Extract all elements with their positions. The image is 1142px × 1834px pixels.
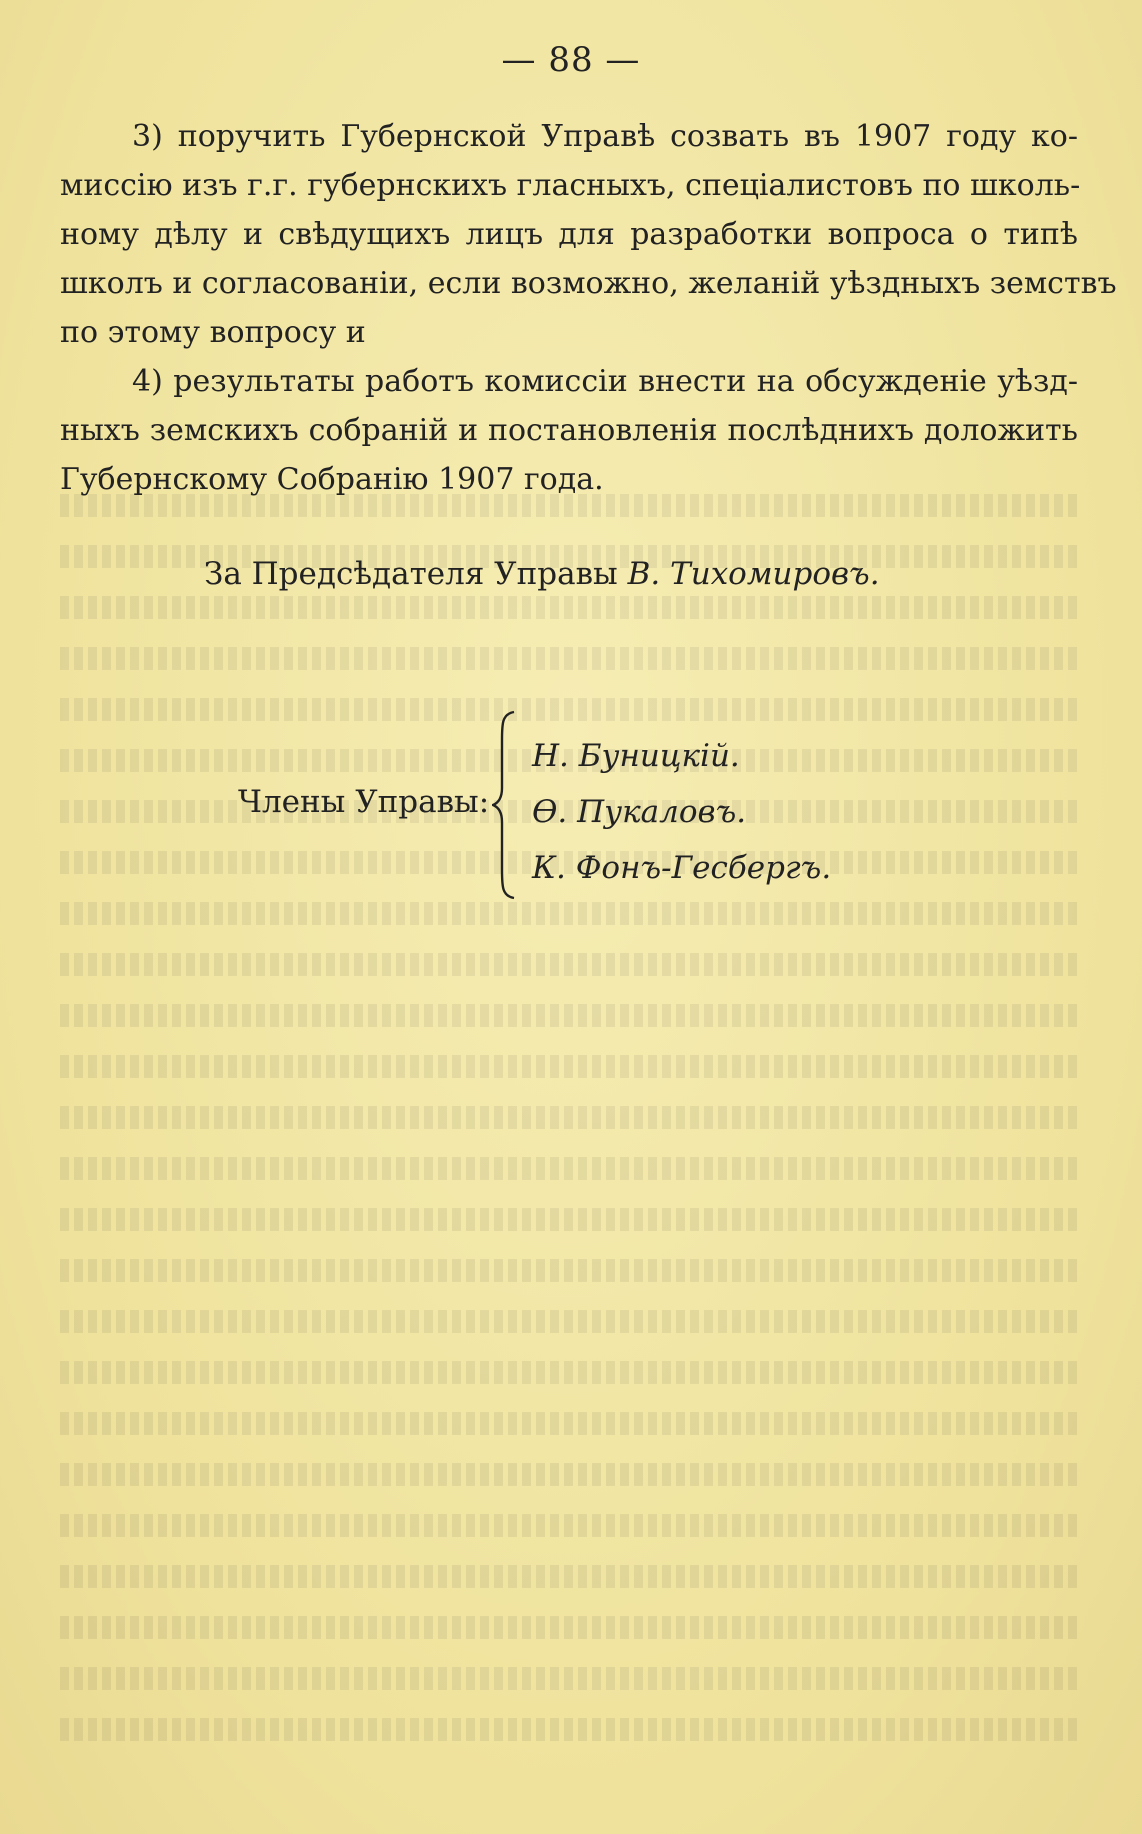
text-line: ныхъ земскихъ собраній и постановленія послѣднихъ доложить [60,413,1078,448]
curly-brace-icon [492,710,522,900]
paragraph-3 [60,112,1117,357]
member-name: Н. Буницкій. [532,738,740,774]
text-line: школъ и согласованіи, если возможно, желаній уѣздныхъ земствъ [60,266,1117,301]
text-line: по этому вопросу и [60,315,366,350]
member-name: К. Фонъ-Гесбергъ. [532,850,832,886]
text-line: Губернскому Собранію 1907 года. [60,462,604,497]
bleed-through-texture [60,480,1078,1800]
members-list [532,728,831,896]
text-line: 3) поручить Губернской Управѣ созвать въ 1907 году ко- [132,119,1078,154]
body-text [60,112,1117,504]
page-number: — 88 — [501,40,641,80]
text-line: 4) результаты работъ комиссіи внести на обсужденіе уѣзд- [132,364,1078,399]
members-label: Члены Управы: [238,784,490,820]
text-line: миссію изъ г.г. губернскихъ гласныхъ, спеціалистовъ по школь- [60,168,1081,203]
signature-name: В. Тихомировъ. [627,556,880,592]
paragraph-4 [60,357,1078,504]
chairman-signature [204,556,880,592]
signature-prefix: За Предсѣдателя Управы [204,556,618,592]
text-line: ному дѣлу и свѣдущихъ лицъ для разработки вопроса о типѣ [60,217,1078,252]
member-name: Ѳ. Пукаловъ. [532,794,747,830]
